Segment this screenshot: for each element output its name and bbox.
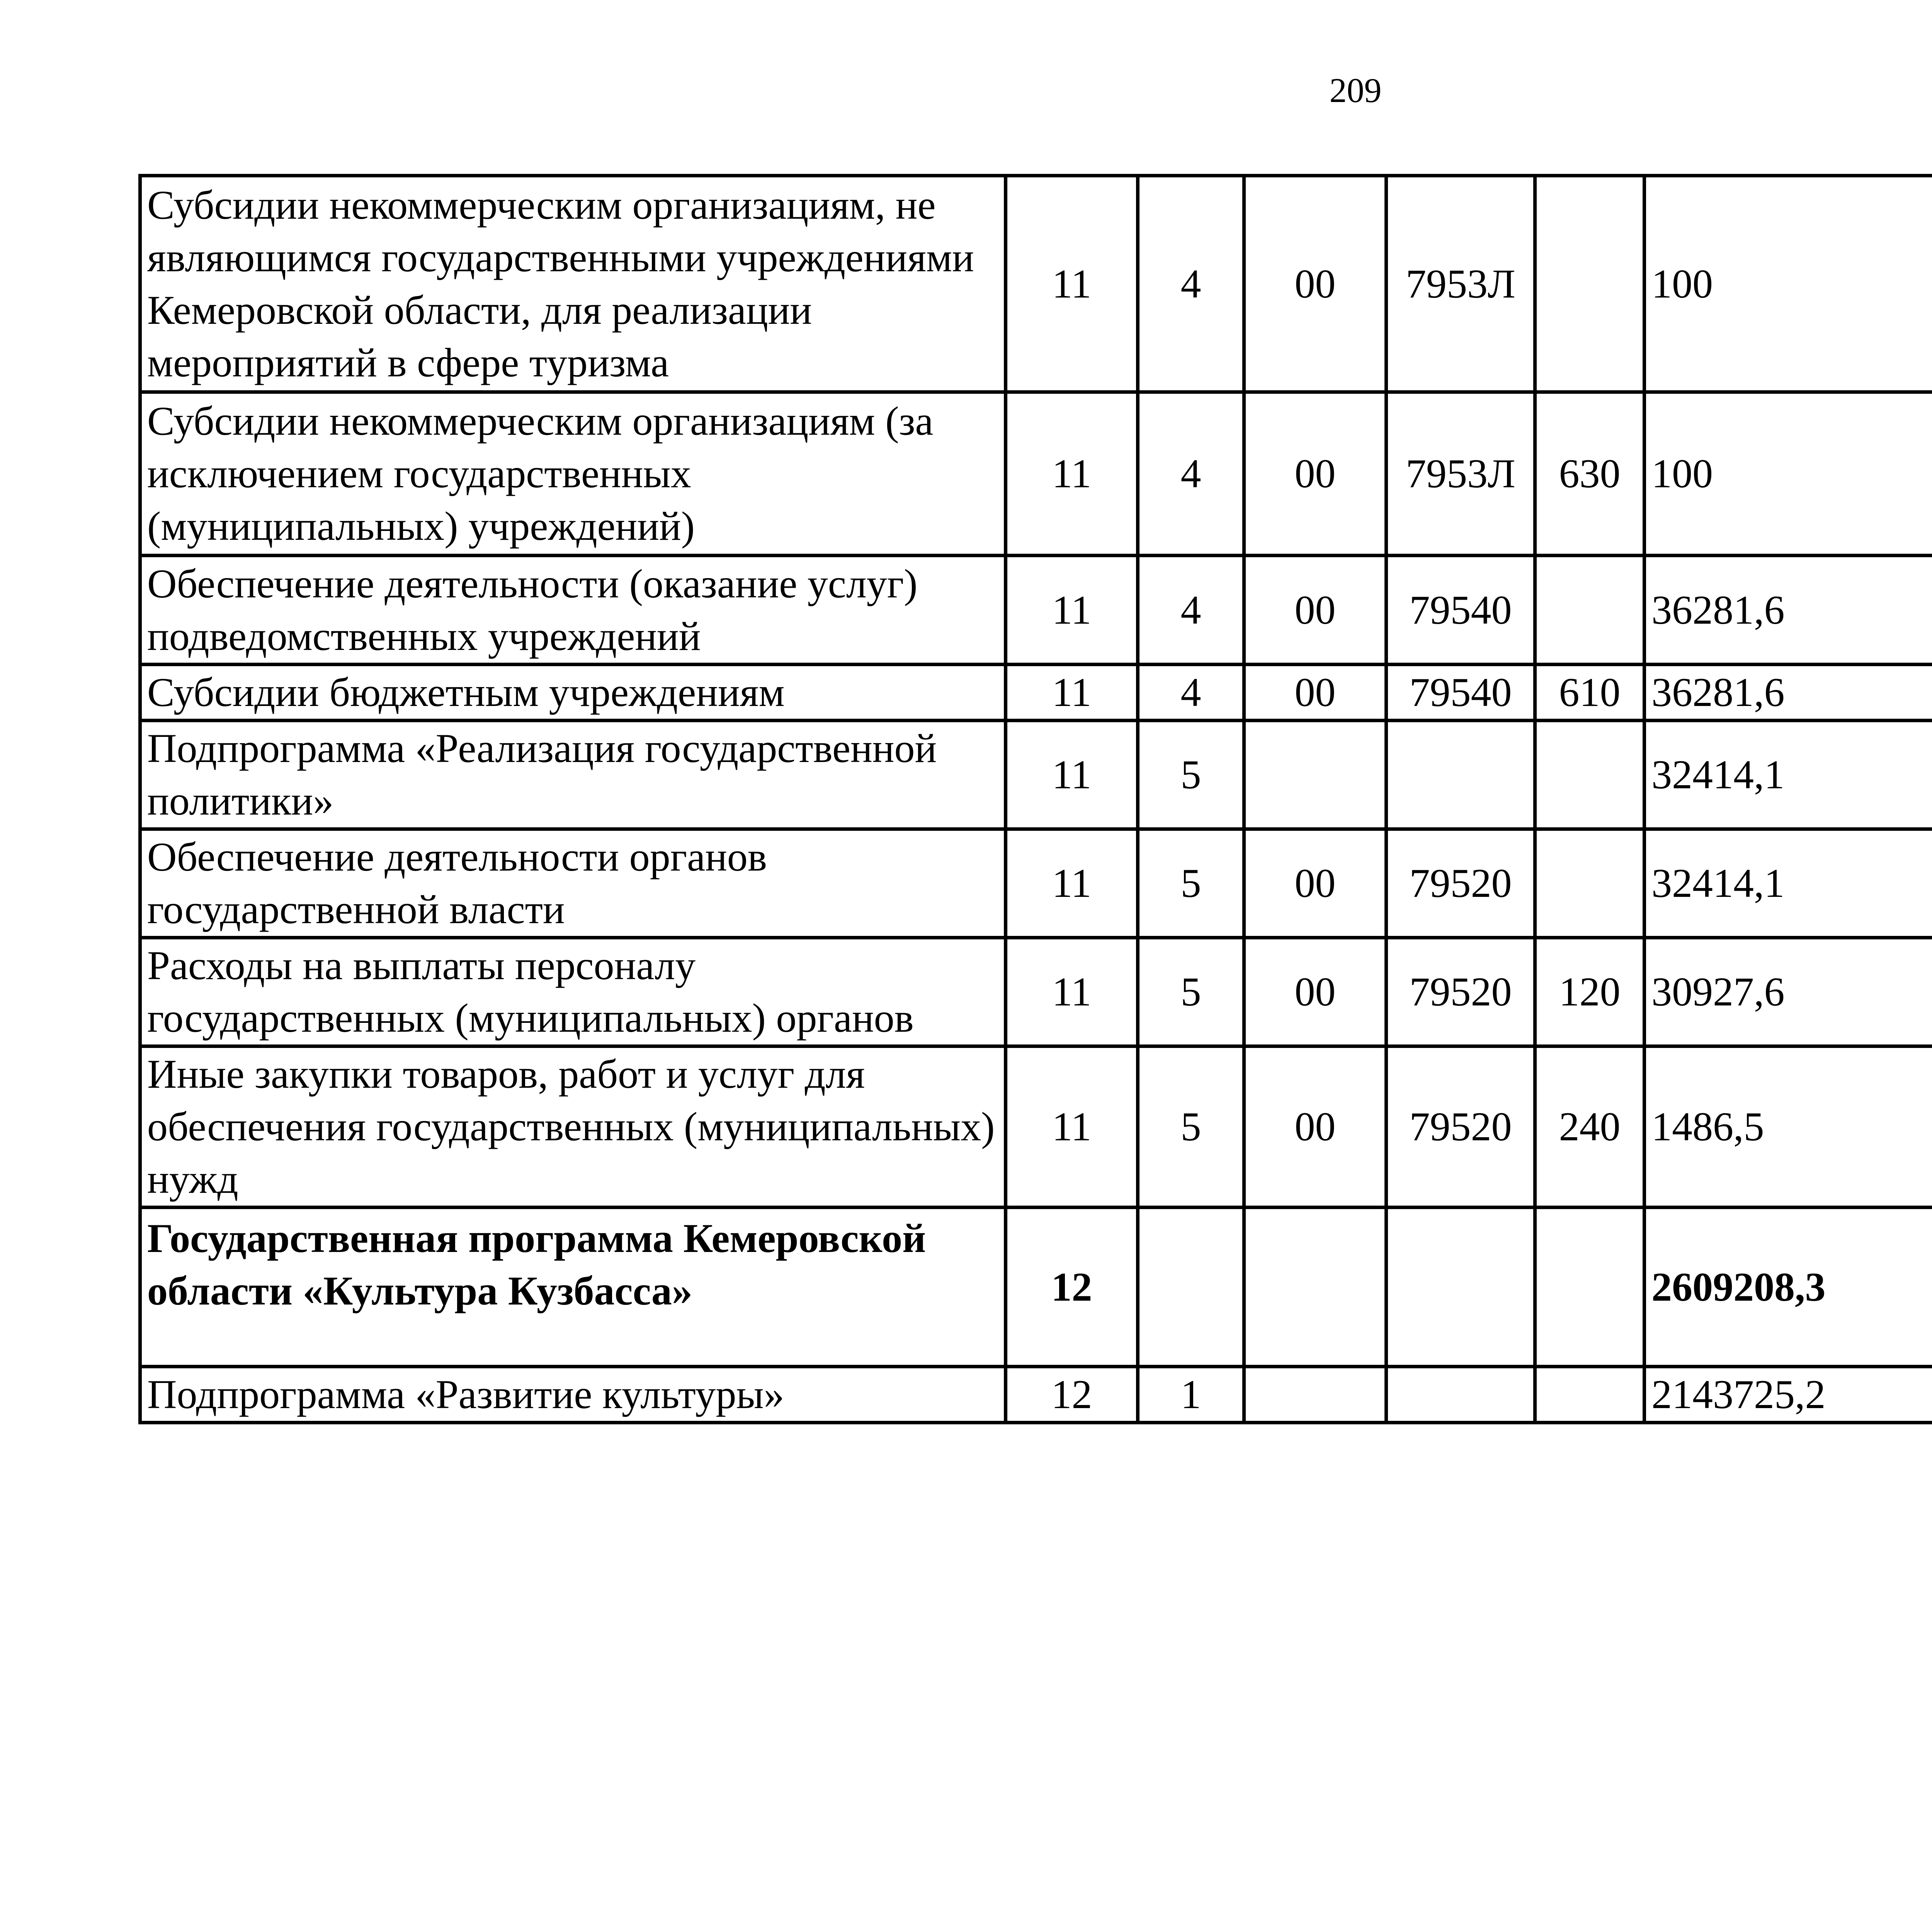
- expense-type-code: 610: [1535, 665, 1645, 721]
- direction-code: 00: [1244, 829, 1386, 938]
- article-code: 79520: [1386, 1046, 1535, 1208]
- program-code: 11: [1006, 938, 1138, 1046]
- subprogram-code: 5: [1138, 721, 1244, 829]
- subprogram-code: 5: [1138, 938, 1244, 1046]
- row-name: Субсидии бюджетным учреждениям: [140, 665, 1006, 721]
- amount-year-1: 30927,6: [1645, 938, 1932, 1046]
- amount-year-1: 2143725,2: [1645, 1367, 1932, 1423]
- expense-type-code: [1535, 721, 1645, 829]
- article-code: [1386, 1208, 1535, 1367]
- row-name: Субсидии некоммерческим организациям, не являющимся государственными учреждениями Кемеровской области, для реализации мероприятий в сфере туризма: [140, 176, 1006, 392]
- row-name: Расходы на выплаты персоналу государственных (муниципальных) органов: [140, 938, 1006, 1046]
- article-code: 7953Л: [1386, 392, 1535, 556]
- row-name: Подпрограмма «Развитие культуры»: [140, 1367, 1006, 1423]
- row-name: Подпрограмма «Реализация государственной политики»: [140, 721, 1006, 829]
- program-code: 11: [1006, 392, 1138, 556]
- amount-year-1: 36281,6: [1645, 556, 1932, 665]
- program-code: 11: [1006, 1046, 1138, 1208]
- subprogram-code: 4: [1138, 176, 1244, 392]
- subprogram-code: 4: [1138, 665, 1244, 721]
- article-code: 79520: [1386, 829, 1535, 938]
- budget-table: [138, 174, 1932, 1424]
- subprogram-code: 5: [1138, 1046, 1244, 1208]
- direction-code: [1244, 721, 1386, 829]
- direction-code: 00: [1244, 556, 1386, 665]
- expense-type-code: [1535, 556, 1645, 665]
- amount-year-1: 36281,6: [1645, 665, 1932, 721]
- program-code: 11: [1006, 176, 1138, 392]
- expense-type-code: 240: [1535, 1046, 1645, 1208]
- row-name: Государственная программа Кемеровской области «Культура Кузбасса»: [140, 1208, 1006, 1367]
- article-code: 79540: [1386, 665, 1535, 721]
- row-name: Обеспечение деятельности (оказание услуг) подведомственных учреждений: [140, 556, 1006, 665]
- direction-code: 00: [1244, 1046, 1386, 1208]
- table-row: [140, 1367, 1932, 1423]
- expense-type-code: [1535, 1208, 1645, 1367]
- expense-type-code: 630: [1535, 392, 1645, 556]
- article-code: 79540: [1386, 556, 1535, 665]
- subprogram-code: 4: [1138, 556, 1244, 665]
- amount-year-1: 100: [1645, 392, 1932, 556]
- program-code: 11: [1006, 665, 1138, 721]
- expense-type-code: 120: [1535, 938, 1645, 1046]
- article-code: [1386, 721, 1535, 829]
- expense-type-code: [1535, 829, 1645, 938]
- page-number: 209: [1329, 71, 1382, 110]
- table-row: [140, 665, 1932, 721]
- expense-type-code: [1535, 1367, 1645, 1423]
- row-name: Субсидии некоммерческим организациям (за исключением государственных (муниципальных) учреждений): [140, 392, 1006, 556]
- direction-code: 00: [1244, 176, 1386, 392]
- table-row: [140, 938, 1932, 1046]
- direction-code: [1244, 1208, 1386, 1367]
- amount-year-1: 32414,1: [1645, 721, 1932, 829]
- table-row: [140, 829, 1932, 938]
- program-code: 11: [1006, 721, 1138, 829]
- subprogram-code: 4: [1138, 392, 1244, 556]
- article-code: [1386, 1367, 1535, 1423]
- program-code: 12: [1006, 1208, 1138, 1367]
- subprogram-code: [1138, 1208, 1244, 1367]
- direction-code: [1244, 1367, 1386, 1423]
- table-row: [140, 1208, 1932, 1367]
- table-row: [140, 1046, 1932, 1208]
- program-code: 11: [1006, 556, 1138, 665]
- program-code: 11: [1006, 829, 1138, 938]
- amount-year-1: 32414,1: [1645, 829, 1932, 938]
- expense-type-code: [1535, 176, 1645, 392]
- direction-code: 00: [1244, 665, 1386, 721]
- row-name: Обеспечение деятельности органов государственной власти: [140, 829, 1006, 938]
- article-code: 79520: [1386, 938, 1535, 1046]
- row-name: Иные закупки товаров, работ и услуг для обеспечения государственных (муниципальных) нужд: [140, 1046, 1006, 1208]
- table-row: [140, 176, 1932, 392]
- table-row: [140, 392, 1932, 556]
- amount-year-1: 2609208,3: [1645, 1208, 1932, 1367]
- amount-year-1: 1486,5: [1645, 1046, 1932, 1208]
- table-row: [140, 721, 1932, 829]
- direction-code: 00: [1244, 392, 1386, 556]
- program-code: 12: [1006, 1367, 1138, 1423]
- article-code: 7953Л: [1386, 176, 1535, 392]
- amount-year-1: 100: [1645, 176, 1932, 392]
- subprogram-code: 1: [1138, 1367, 1244, 1423]
- table-row: [140, 556, 1932, 665]
- direction-code: 00: [1244, 938, 1386, 1046]
- subprogram-code: 5: [1138, 829, 1244, 938]
